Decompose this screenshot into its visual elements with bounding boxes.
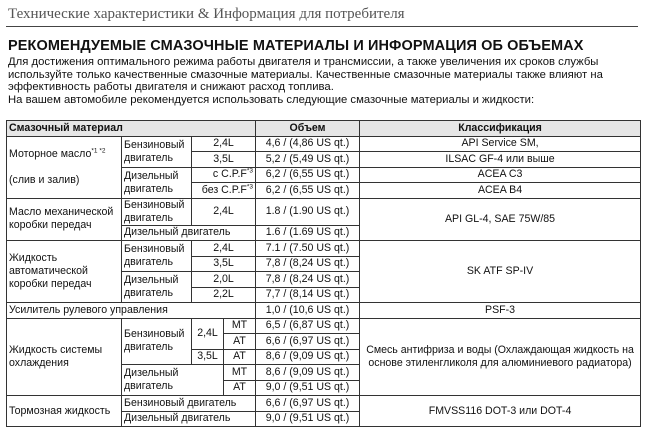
volume-cell: 7.1 / (7.50 US qt.) — [256, 241, 360, 257]
table-row — [7, 318, 641, 334]
classification-cell: ACEA C3 — [360, 167, 641, 183]
volume-cell: 6,5 / (6,87 US qt.) — [256, 318, 360, 334]
table-header-row — [7, 121, 641, 137]
transmission-cell: AT — [224, 349, 256, 365]
atf-label: Жидкость автоматической коробки передач — [7, 241, 122, 303]
table-row — [7, 396, 641, 412]
table-row — [7, 303, 641, 319]
header-classification: Классификация — [360, 121, 641, 137]
engine-type-cell: Дизельный двигатель — [122, 365, 224, 396]
page-title: РЕКОМЕНДУЕМЫЕ СМАЗОЧНЫЕ МАТЕРИАЛЫ И ИНФОРМАЦИЯ ОБ ОБЪЕМАХ — [8, 38, 584, 54]
displacement-cell: 2,4L — [192, 318, 224, 349]
intro-paragraph-2: На вашем автомобиле рекомендуется использовать следующие смазочные материалы и жидкости: — [8, 93, 535, 106]
classification-cell: ILSAC GF-4 или выше — [360, 152, 641, 168]
volume-cell: 7,8 / (8,24 US qt.) — [256, 256, 360, 272]
intro-text — [8, 56, 642, 106]
table-row — [7, 198, 641, 225]
engine-type-cell: Дизельный двигатель — [122, 225, 256, 241]
transmission-cell: AT — [224, 380, 256, 396]
volume-cell: 6,2 / (6,55 US qt.) — [256, 183, 360, 199]
engine-type-cell: Дизельный двигатель — [122, 167, 192, 198]
coolant-label: Жидкость системы охлаждения — [7, 318, 122, 396]
displacement-cell: 3,5L — [192, 349, 224, 365]
volume-cell: 5,2 / (5,49 US qt.) — [256, 152, 360, 168]
engine-spec-cell: 2,2L — [192, 287, 256, 303]
table-row — [7, 241, 641, 257]
classification-cell: Смесь антифриза и воды (Охлаждающая жидкость на основе этиленгликоля для алюминиевого радиатора) — [360, 318, 641, 396]
volume-cell: 7,8 / (8,24 US qt.) — [256, 272, 360, 288]
volume-cell: 6,6 / (6,97 US qt.) — [256, 334, 360, 350]
intro-paragraph: Для достижения оптимального режима работы двигателя и трансмиссии, а также увеличения их сроков службы используйте только качественные смазочные материалы. Качественные смазочные материалы также влияют на эффективность работы двигателя и снижают расход топлива. — [8, 56, 603, 94]
volume-cell: 1,0 / (10,6 US qt.) — [256, 303, 360, 319]
engine-spec-cell: с $C.P.F^{*3}$ — [192, 167, 256, 183]
classification-cell: API GL-4, SAE 75W/85 — [360, 198, 641, 241]
volume-cell: 4,6 / (4,86 US qt.) — [256, 136, 360, 152]
volume-cell: 9,0 / (9,51 US qt.) — [256, 411, 360, 427]
header-material: Смазочный материал — [7, 121, 256, 137]
classification-cell: API Service SM, — [360, 136, 641, 152]
engine-type-cell: Бензиновый двигатель — [122, 198, 192, 225]
engine-spec-cell: 3,5L — [192, 152, 256, 168]
volume-cell: 8,6 / (9,09 US qt.) — [256, 349, 360, 365]
table-row — [7, 136, 641, 152]
header-volume: Объем — [256, 121, 360, 137]
volume-cell: 7,7 / (8,14 US qt.) — [256, 287, 360, 303]
classification-cell: ACEA B4 — [360, 183, 641, 199]
volume-cell: 6,2 / (6,55 US qt.) — [256, 167, 360, 183]
volume-cell: 6,6 / (6,97 US qt.) — [256, 396, 360, 412]
classification-cell: PSF-3 — [360, 303, 641, 319]
engine-type-cell: Бензиновый двигатель — [122, 318, 192, 365]
engine-type-cell: Дизельный двигатель — [122, 411, 256, 427]
engine-spec-cell: 2,4L — [192, 198, 256, 225]
engine-spec-cell: 2,4L — [192, 241, 256, 257]
engine-type-cell: Бензиновый двигатель — [122, 136, 192, 167]
transmission-cell: AT — [224, 334, 256, 350]
engine-type-cell: Дизельный двигатель — [122, 272, 192, 303]
psf-label: Усилитель рулевого управления — [7, 303, 256, 319]
engine-spec-cell: 3,5L — [192, 256, 256, 272]
engine-spec-cell: 2,0L — [192, 272, 256, 288]
gear-oil-label: Масло механической коробки передач — [7, 198, 122, 241]
brake-label: Тормозная жидкость — [7, 396, 122, 427]
volume-cell: 9,0 / (9,51 US qt.) — [256, 380, 360, 396]
lubricants-table — [6, 120, 641, 427]
classification-cell: FMVSS116 DOT-3 или DOT-4 — [360, 396, 641, 427]
section-header-text: Технические характеристики & Информация для потребителя — [8, 6, 405, 22]
volume-cell: 8,6 / (9,09 US qt.) — [256, 365, 360, 381]
section-header — [6, 4, 638, 27]
engine-type-cell: Бензиновый двигатель — [122, 241, 192, 272]
transmission-cell: MT — [224, 365, 256, 381]
engine-oil-label: Моторное масло$^{*1 *2}$ (слив и залив) — [7, 136, 122, 198]
engine-spec-cell: без $C.P.F^{*3}$ — [192, 183, 256, 199]
volume-cell: 1.8 / (1.90 US qt.) — [256, 198, 360, 225]
classification-cell: SK ATF SP-IV — [360, 241, 641, 303]
engine-spec-cell: 2,4L — [192, 136, 256, 152]
engine-type-cell: Бензиновый двигатель — [122, 396, 256, 412]
volume-cell: 1.6 / (1.69 US qt.) — [256, 225, 360, 241]
transmission-cell: MT — [224, 318, 256, 334]
